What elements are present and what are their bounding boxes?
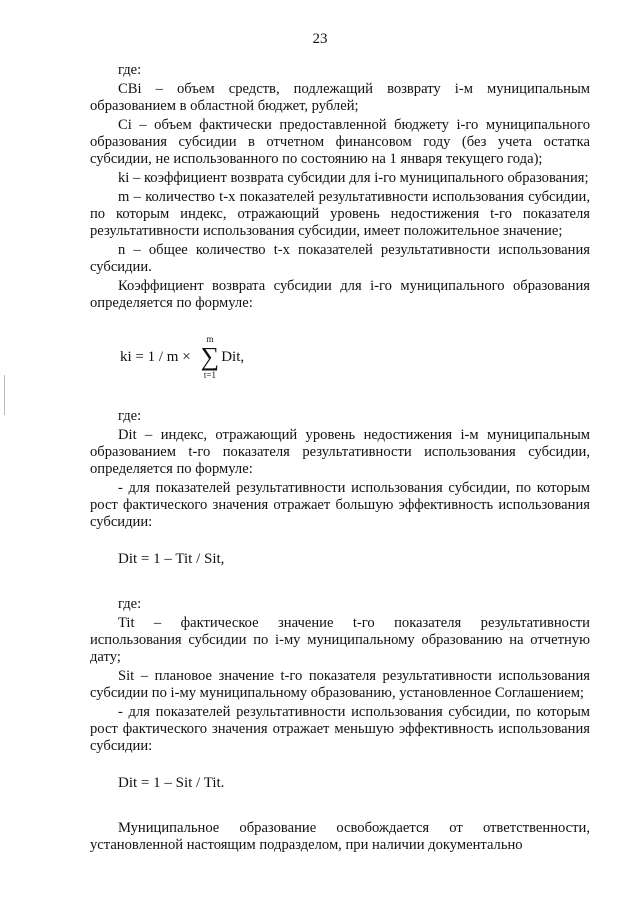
paragraph-ci: Ci – объем фактически предоставленной бюджету i-го муниципального образования субсидии в отчетном финансовом году (без учета остатка субсидии, не использованного по состоянию на 1 января текущего года); [90, 117, 590, 167]
paragraph-dit: Dit – индекс, отражающий уровень недостижения i-м муниципальным образованием t-го показателя результативности использования субсидии, определяется по формуле: [90, 427, 590, 477]
paragraph-m: m – количество t-х показателей результативности использования субсидии, по которым индекс, отражающий уровень недостижения t-го показателя результативности использования субсидии, имеет положительное значение; [90, 189, 590, 239]
page-number: 23 [312, 31, 328, 47]
sum-lower-limit: t=1 [203, 370, 216, 380]
paragraph-cbi: CBi – объем средств, подлежащий возврату i-м муниципальным образованием в областной бюджет, рублей; [90, 81, 590, 114]
where-label: где: [118, 62, 142, 78]
document-body [90, 62, 590, 856]
paragraph-growth-more: - для показателей результативности использования субсидии, по которым рост фактического значения отражает большую эффективность использования субсидии: [90, 480, 590, 530]
summation [201, 334, 220, 380]
paragraph-sit: Sit – плановое значение t-го показателя результативности использования субсидии по i-му муниципальному образованию, установленное Соглашением; [90, 668, 590, 701]
formula-dit-2: Dit = 1 – Sit / Tit. [118, 775, 225, 791]
paragraph-exemption: Муниципальное образование освобождается от ответственности, установленной настоящим подразделом, при наличии документально [90, 820, 590, 853]
scan-artifact [4, 375, 5, 415]
sigma-symbol: ∑ [200, 342, 220, 371]
paragraph-n: n – общее количество t-х показателей результативности использования субсидии. [90, 242, 590, 275]
where-label: где: [118, 408, 142, 424]
formula-ki-lhs: ki = 1 / m × [120, 348, 191, 365]
paragraph-growth-less: - для показателей результативности использования субсидии, по которым рост фактического значения отражает меньшую эффективность использования субсидии: [90, 704, 590, 754]
paragraph-tit: Tit – фактическое значение t-го показателя результативности использования субсидии по i-му муниципальному образованию на отчетную дату; [90, 615, 590, 665]
paragraph-ki: ki – коэффициент возврата субсидии для i-го муниципального образования; [118, 170, 589, 186]
paragraph-coefficient: Коэффициент возврата субсидии для i-го муниципального образования определяется по формуле: [90, 278, 590, 311]
formula-ki-rhs: Dit, [221, 348, 245, 365]
sum-upper-limit: m [206, 334, 214, 344]
where-label: где: [118, 596, 142, 612]
formula-ki [120, 334, 590, 380]
formula-dit-1: Dit = 1 – Tit / Sit, [118, 551, 225, 567]
